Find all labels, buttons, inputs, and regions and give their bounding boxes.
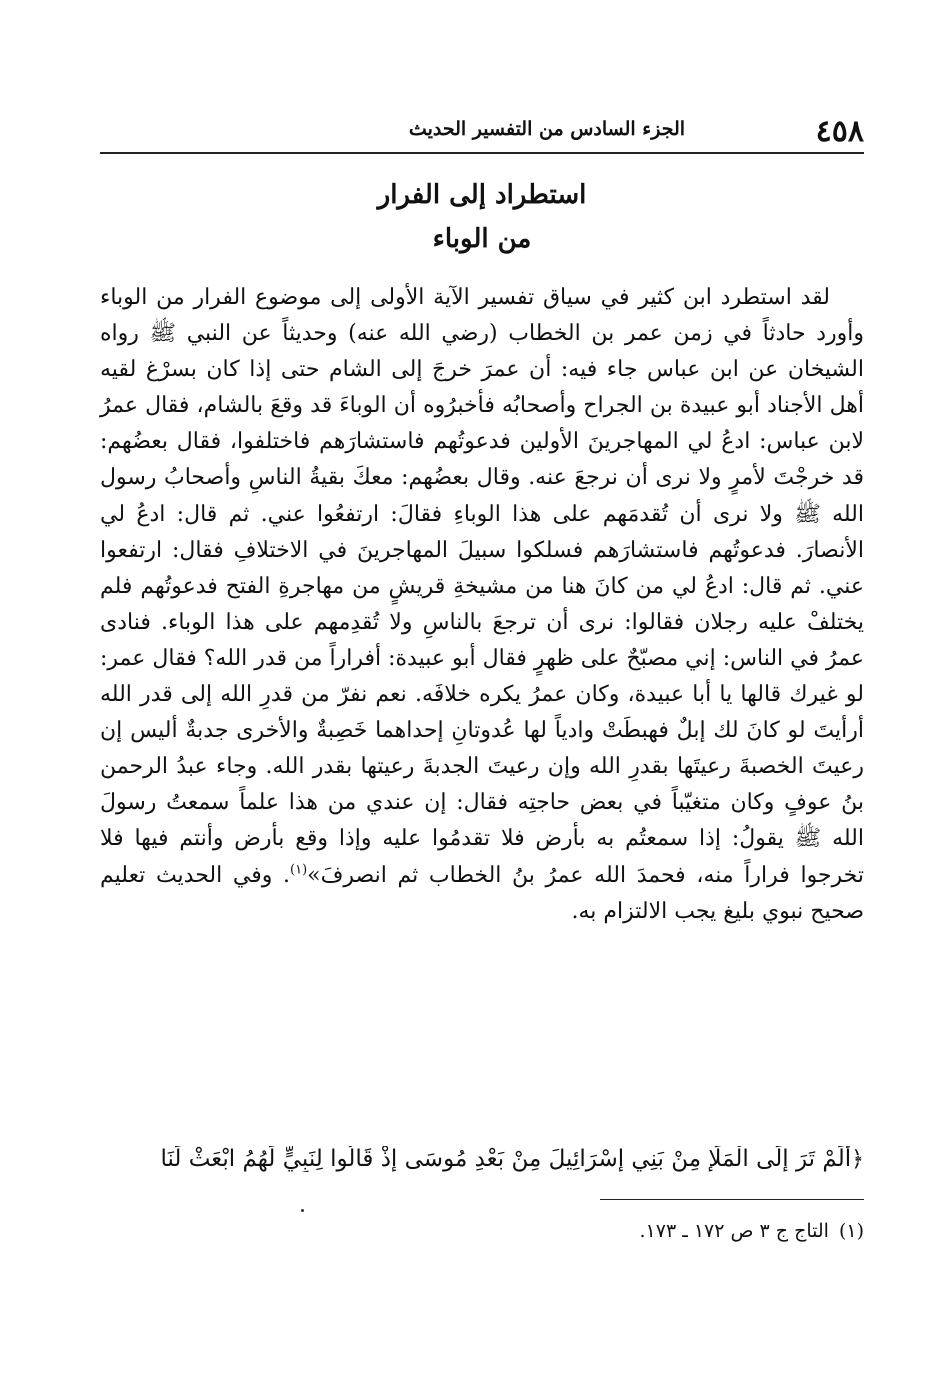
footnote-divider xyxy=(600,1199,864,1200)
section-subtitle: من الوباء xyxy=(432,224,532,254)
section-title: استطراد إلى الفرار xyxy=(377,180,587,210)
body-paragraph-tail: . وفي الحديث تعليم صحيح نبوي بليغ يجب الالتزام به. xyxy=(100,862,864,924)
footnote xyxy=(100,1220,864,1242)
verse-open-bracket: ﴿ xyxy=(851,1147,864,1172)
print-speck xyxy=(301,1209,304,1212)
footnote-number: (١) xyxy=(838,1220,864,1242)
footnote-text: التاج ج ٣ ص ١٧٢ ـ ١٧٣. xyxy=(639,1220,829,1242)
header-divider xyxy=(100,152,864,154)
verse-text: أَلَمْ تَرَ إِلَى الْمَلَإِ مِنْ بَنِي إِسْرَائِيلَ مِنْ بَعْدِ مُوسَى إِذْ قَالُوا لِنَبِيٍّ لَهُمُ ابْعَثْ لَنَا xyxy=(160,1146,852,1172)
body-paragraph-text: لقد استطرد ابن كثير في سياق تفسير الآية الأولى إلى موضوع الفرار من الوباء وأورد حادثاً في زمن عمر بن الخطاب (رضي الله عنه) وحديثاً عن النبي ﷺ رواه الشيخان عن ابن عباس جاء فيه: أن عمرَ خرجَ إلى الشام حتى إذا كان بسرْغ لقيه أهل الأجناد أبو عبيدة بن الجراح وأصحابُه فأخبرُوه أن الوباءَ قد وقعَ بالشام، فقال عمرُ لابن عباس: ادعُ لي المهاجرينَ الأولين فدعوتُهم فاستشارَهم فاختلفوا، فقال بعضُهم: قد خرجْتَ لأمرٍ ولا نرى أن نرجعَ عنه. وقال بعضُهم: معكَ بقيةُ الناسِ وأصحابُ رسول الله ﷺ ولا نرى أن تُقدمَهم على هذا الوباءِ فقالَ: ارتفعُوا عني. ثم قال: ادعُ لي الأنصارَ. فدعوتُهم فاستشارَهم فسلكوا سبيلَ المهاجرينَ في الاختلافِ فقال: ارتفعوا عني. ثم قال: ادعُ لي من كانَ هنا من مشيخةِ قريشٍ من مهاجرةِ الفتح فدعوتُهم فلم يختلفْ عليه رجلان فقالوا: نرى أن ترجعَ بالناسِ ولا تُقدِمهم على هذا الوباء. فنادى عمرُ في الناس: إني مصبّحٌ على ظهرٍ فقال أبو عبيدة: أفراراً من قدر الله؟ فقال عمر: لو غيرك قالها يا أبا عبيدة، وكان عمرُ يكره خلافَه. نعم نفرّ من قدرِ الله إلى قدر الله أرأيتَ لو كانَ لك إبلٌ فهبطَتْ وادياً لها عُدوتانِ إحداهما خَصِبةٌ والأخرى جدبةٌ أليس إن رعيتَ الخصبةَ رعيتَها بقدرِ الله وإن رعيتَ الجدبةَ رعيتها بقدر الله. وجاء عبدُ الرحمن بنُ عوفٍ وكان متغيّباً في بعض حاجتِه فقال: إن عندي من هذا علماً سمعتُ رسولَ الله ﷺ يقولُ: إذا سمعتُم به بأرض فلا تقدمُوا عليه وإذا وقع بأرض وأنتم فيها فلا تخرجوا فراراً منه، فحمدَ الله عمرُ بنُ الخطاب ثم انصرفَ» xyxy=(100,285,864,888)
page-header xyxy=(100,112,864,152)
page-number: ٤٥٨ xyxy=(815,114,864,149)
body-paragraph xyxy=(100,280,864,930)
footnote-reference[interactable]: (١) xyxy=(290,862,308,878)
running-title: الجزء السادس من التفسير الحديث xyxy=(408,118,686,140)
quran-verse xyxy=(100,1146,864,1172)
